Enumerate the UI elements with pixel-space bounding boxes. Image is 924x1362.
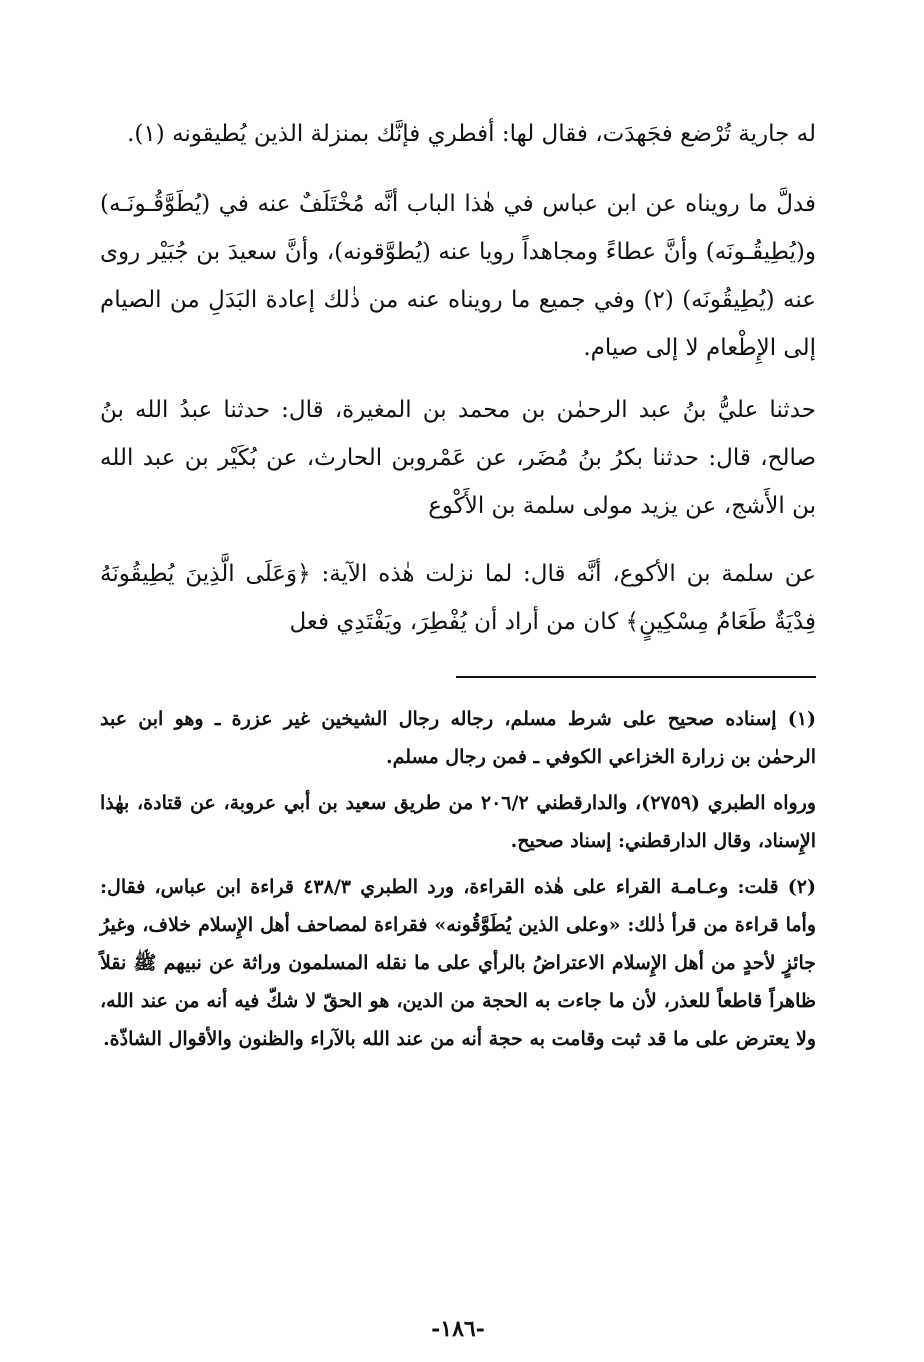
main-paragraph: فدلَّ ما رويناه عن ابن عباس في هٰذا الباب أنَّه مُخْتَلَفٌ عنه في (يُطَوَّقُـونَـه) و(يُطِيقُـونَه) وأنَّ عطاءً ومجاهداً رويا عنه (يُطوَّقونه)، وأنَّ سعيدَ بن جُبَيْر روى عنه (يُطِيقُونَه) (٢) وفي جميع ما رويناه عنه من ذٰلك إعادة البَدَلِ من الصيام إلى الإِطْعام لا إلى صيام. (100, 191, 816, 361)
book-page (100, 110, 816, 1342)
page-number: -١٨٦- (431, 1316, 485, 1342)
footnote-paragraph: (١) إسناده صحيح على شرط مسلم، رجاله رجال الشيخين غير عزرة ـ وهو ابن عبد الرحمٰن بن زرارة الخزاعي الكوفي ـ فمن رجال مسلم. (100, 708, 816, 768)
main-paragraph: عن سلمة بن الأكوع، أنَّه قال: لما نزلت هٰذه الآية: ﴿وَعَلَى الَّذِينَ يُطِيقُونَهُ فِدْيَةٌ طَعَامُ مِسْكِينٍ﴾ كان من أراد أن يُفْطِرَ، ويَفْتَدِي فعل (100, 561, 816, 635)
main-paragraph: له جارية تُرْضع فجَهدَت، فقال لها: أفطري فإنَّك بمنزلة الذين يُطيقونه (١). (127, 121, 816, 147)
footnote-separator (456, 676, 816, 678)
footnote-paragraph: ورواه الطبري (٢٧٥٩)، والدارقطني ٢٠٦/٢ من طريق سعيد بن أبي عروبة، عن قتادة، بهٰذا الإِسناد، وقال الدارقطني: إسناد صحيح. (100, 792, 816, 852)
main-paragraph: حدثنا عليُّ بنُ عبد الرحمٰن بن محمد بن المغيرة، قال: حدثنا عبدُ الله بنُ صالح، قال: حدثنا بكرُ بنُ مُضَر، عن عَمْروبن الحارث، عن بُكَيْر بن عبد الله بن الأَشج، عن يزيد مولى سلمة بن الأَكْوع (100, 397, 816, 519)
footnotes (100, 700, 816, 1058)
footnote-paragraph: (٢) قلت: وعـامـة القراء على هٰذه القراءة، ورد الطبري ٤٣٨/٣ قراءة ابن عباس، فقال: وأما قراءة من قرأ ذٰلك: «وعلى الذين يُطَوَّقُونه» فقراءة لمصاحف أهل الإِسلام خلاف، وغيرُ جائزٍ لأحدٍ من أهل الإِسلام الاعتراضُ بالرأي على ما نقله المسلمون وراثة عن نبيهم ﷺ نقلاً ظاهراً قاطعاً للعذر، لأن ما جاءت به الحجة من الدين، هو الحقّ لا شكّ فيه أنه من عند الله، ولا يعترض على ما قد ثبت وقامت به حجة أنه من عند الله بالآراء والظنون والأقوال الشاذّة. (100, 876, 816, 1050)
main-text (100, 110, 816, 646)
